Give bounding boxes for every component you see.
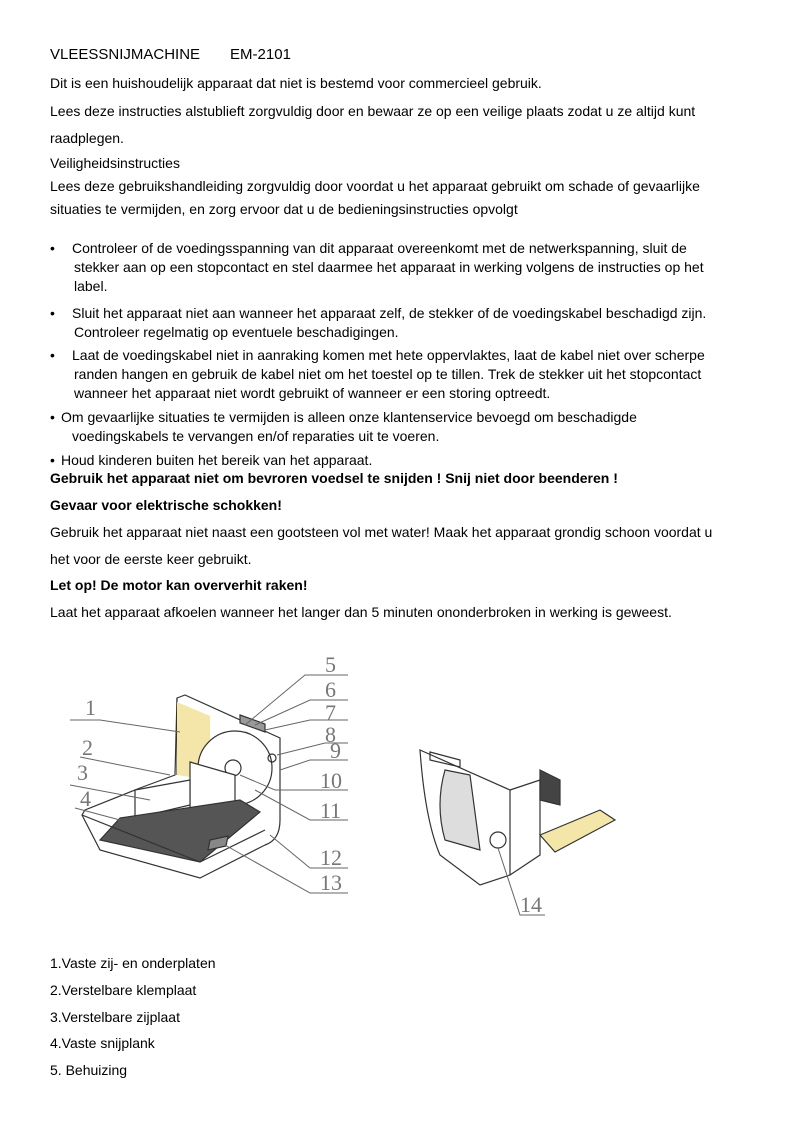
- part-item: 5. Behuizing: [50, 1062, 128, 1078]
- warning-cool: Laat het apparaat afkoelen wanneer het langer dan 5 minuten ononderbroken in werking is geweest.: [50, 604, 672, 620]
- bullet-item: [50, 346, 750, 403]
- callout-label: 1: [85, 695, 96, 720]
- safety-heading: Veiligheidsinstructies: [50, 155, 180, 171]
- callout-label: 14: [520, 892, 542, 917]
- warning-motor: Let op! De motor kan oververhit raken!: [50, 577, 308, 593]
- bullet-text: voedingskabels te vervangen en/of reparaties uit te voeren.: [72, 428, 440, 444]
- bullet-item: [50, 304, 750, 342]
- callout-label: 12: [320, 845, 342, 870]
- intro-line: Lees deze instructies alstublieft zorgvuldig door en bewaar ze op een veilige plaats zodat u ze altijd kunt: [50, 103, 696, 119]
- board-highlight: [540, 810, 615, 852]
- bullet-text: Controleer regelmatig op eventuele beschadigingen.: [74, 324, 399, 340]
- callout-label: 8: [325, 722, 336, 747]
- intro-line: raadplegen.: [50, 130, 124, 146]
- product-name: VLEESSNIJMACHINE: [50, 46, 201, 63]
- part-item: 2.Verstelbare klemplaat: [50, 982, 197, 998]
- bullet-text: Om gevaarlijke situaties te vermijden is alleen onze klantenservice bevoegd om beschadigde: [61, 409, 637, 425]
- bullet-item: [50, 408, 750, 446]
- bullet-icon: •: [50, 452, 55, 468]
- intro-line: Dit is een huishoudelijk apparaat dat niet is bestemd voor commercieel gebruik.: [50, 75, 542, 91]
- bullet-icon: •: [50, 347, 55, 363]
- callout-label: 9: [330, 738, 341, 763]
- model-number: EM-2101: [230, 46, 291, 63]
- bullet-icon: •: [50, 305, 55, 321]
- bullet-text: stekker aan op een stopcontact en stel daarmee het apparaat in werking volgens de instructies op het: [74, 259, 704, 275]
- callout-label: 5: [325, 652, 336, 677]
- bullet-text: Sluit het apparaat niet aan wanneer het apparaat zelf, de stekker of de voedingskabel beschadigd zijn.: [72, 305, 707, 321]
- bullet-text: wanneer het apparaat niet wordt gebruikt of wanneer er een storing optreedt.: [74, 385, 551, 401]
- safety-text: Lees deze gebruikshandleiding zorgvuldig door voordat u het apparaat gebruikt om schade of gevaarlijke: [50, 178, 700, 194]
- document-title: [50, 46, 291, 63]
- bullet-icon: •: [50, 240, 55, 256]
- part-item: 3.Verstelbare zijplaat: [50, 1009, 180, 1025]
- part-item: 4.Vaste snijplank: [50, 1035, 155, 1051]
- bullet-text: Houd kinderen buiten het bereik van het apparaat.: [61, 452, 373, 468]
- warning-shock: Gevaar voor elektrische schokken!: [50, 497, 282, 513]
- warning-frozen: Gebruik het apparaat niet om bevroren voedsel te snijden ! Snij niet door beenderen !: [50, 470, 618, 486]
- bullet-item: [50, 239, 750, 296]
- callout-label: 7: [325, 700, 336, 725]
- bullet-icon: •: [50, 409, 55, 425]
- callout-label: 2: [82, 735, 93, 760]
- bullet-item: [50, 451, 750, 470]
- safety-text: situaties te vermijden, en zorg ervoor dat u de bedieningsinstructies opvolgt: [50, 201, 518, 217]
- callout-label: 6: [325, 677, 336, 702]
- warning-water: het voor de eerste keer gebruikt.: [50, 551, 252, 567]
- bullet-text: randen hangen en gebruik de kabel niet om het toestel op te tillen. Trek de stekker uit het stopcontact: [74, 366, 702, 382]
- callout-label: 13: [320, 870, 342, 895]
- callout-label: 4: [80, 786, 91, 811]
- slicer-diagram: [40, 640, 660, 930]
- callout-label: 3: [77, 760, 88, 785]
- callout-label: 11: [320, 798, 342, 823]
- bullet-text: label.: [74, 278, 108, 294]
- warning-water: Gebruik het apparaat niet naast een gootsteen vol met water! Maak het apparaat grondig schoon voordat u: [50, 524, 713, 540]
- part-item: 1.Vaste zij- en onderplaten: [50, 955, 216, 971]
- bullet-text: Controleer of de voedingsspanning van dit apparaat overeenkomt met de netwerkspanning, sluit de: [72, 240, 687, 256]
- bullet-text: Laat de voedingskabel niet in aanraking komen met hete oppervlaktes, laat de kabel niet over scherpe: [72, 347, 705, 363]
- callout-label: 10: [320, 768, 342, 793]
